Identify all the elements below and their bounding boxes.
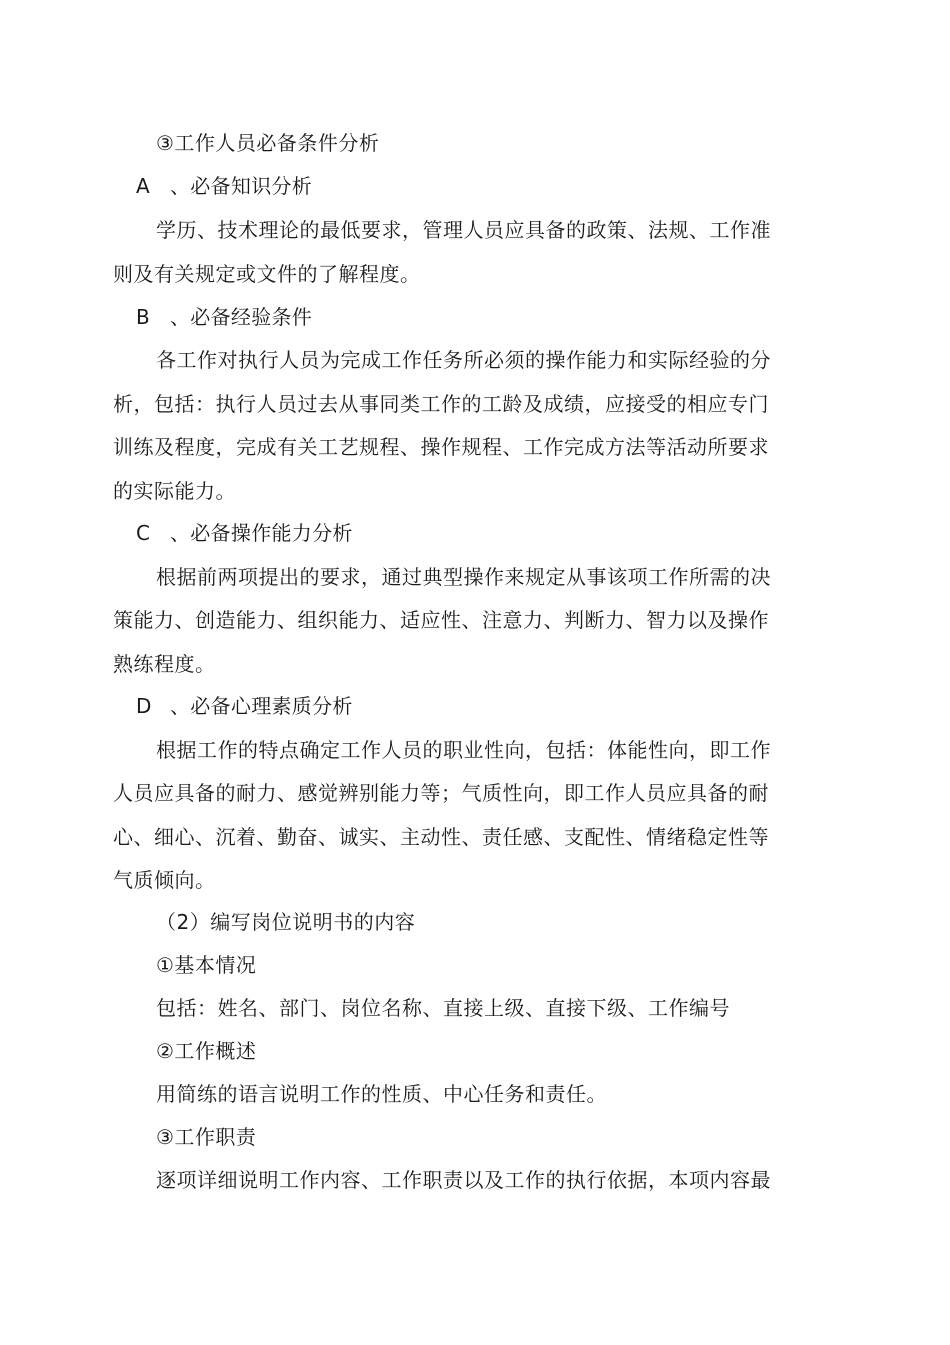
paragraph-line: 策能力、创造能力、组织能力、适应性、注意力、判断力、智力以及操作	[113, 608, 769, 632]
item-heading: ③工作职责	[156, 1125, 257, 1149]
paragraph-line: 熟练程度。	[113, 652, 216, 676]
paragraph-line: 学历、技术理论的最低要求，管理人员应具备的政策、法规、工作准	[156, 218, 771, 242]
item-heading: ②工作概述	[156, 1039, 257, 1063]
subheading-text: 、必备知识分析	[170, 174, 313, 198]
paragraph-line: 各工作对执行人员为完成工作任务所必须的操作能力和实际经验的分	[156, 348, 771, 372]
paragraph-line: 气质倾向。	[113, 868, 216, 892]
item-heading: ①基本情况	[156, 953, 257, 977]
paragraph-line: 训练及程度，完成有关工艺规程、操作规程、工作完成方法等活动所要求	[113, 435, 769, 459]
paragraph-line: 用简练的语言说明工作的性质、中心任务和责任。	[156, 1082, 607, 1106]
subheading-a	[136, 173, 312, 199]
paragraph-line: 根据工作的特点确定工作人员的职业性向，包括：体能性向，即工作	[156, 738, 771, 762]
subheading-letter: C	[136, 521, 151, 545]
subheading-letter: D	[136, 694, 152, 718]
paragraph-line: 析，包括：执行人员过去从事同类工作的工龄及成绩，应接受的相应专门	[113, 392, 769, 416]
subheading-text: 、必备经验条件	[170, 305, 313, 329]
paragraph-line: 心、细心、沉着、勤奋、诚实、主动性、责任感、支配性、情绪稳定性等	[113, 825, 769, 849]
paragraph-line: 根据前两项提出的要求，通过典型操作来规定从事该项工作所需的决	[156, 565, 771, 589]
subheading-text: 、必备心理素质分析	[170, 694, 353, 718]
paragraph-line: 包括：姓名、部门、岗位名称、直接上级、直接下级、工作编号	[156, 996, 730, 1020]
subheading-letter: B	[136, 305, 151, 329]
paragraph-line: 逐项详细说明工作内容、工作职责以及工作的执行依据，本项内容最	[156, 1168, 771, 1192]
section-heading: ③工作人员必备条件分析	[156, 131, 380, 155]
subheading-b	[136, 304, 312, 330]
subheading-c	[136, 520, 353, 546]
paragraph-line: 的实际能力。	[113, 479, 236, 503]
paragraph-line: 则及有关规定或文件的了解程度。	[113, 262, 421, 286]
subheading-letter: A	[136, 174, 150, 198]
paragraph-line: 人员应具备的耐力、感觉辨别能力等；气质性向，即工作人员应具备的耐	[113, 781, 769, 805]
subheading-d	[136, 693, 353, 719]
subheading-text: 、必备操作能力分析	[170, 521, 353, 545]
section-heading: （2）编写岗位说明书的内容	[156, 910, 416, 934]
